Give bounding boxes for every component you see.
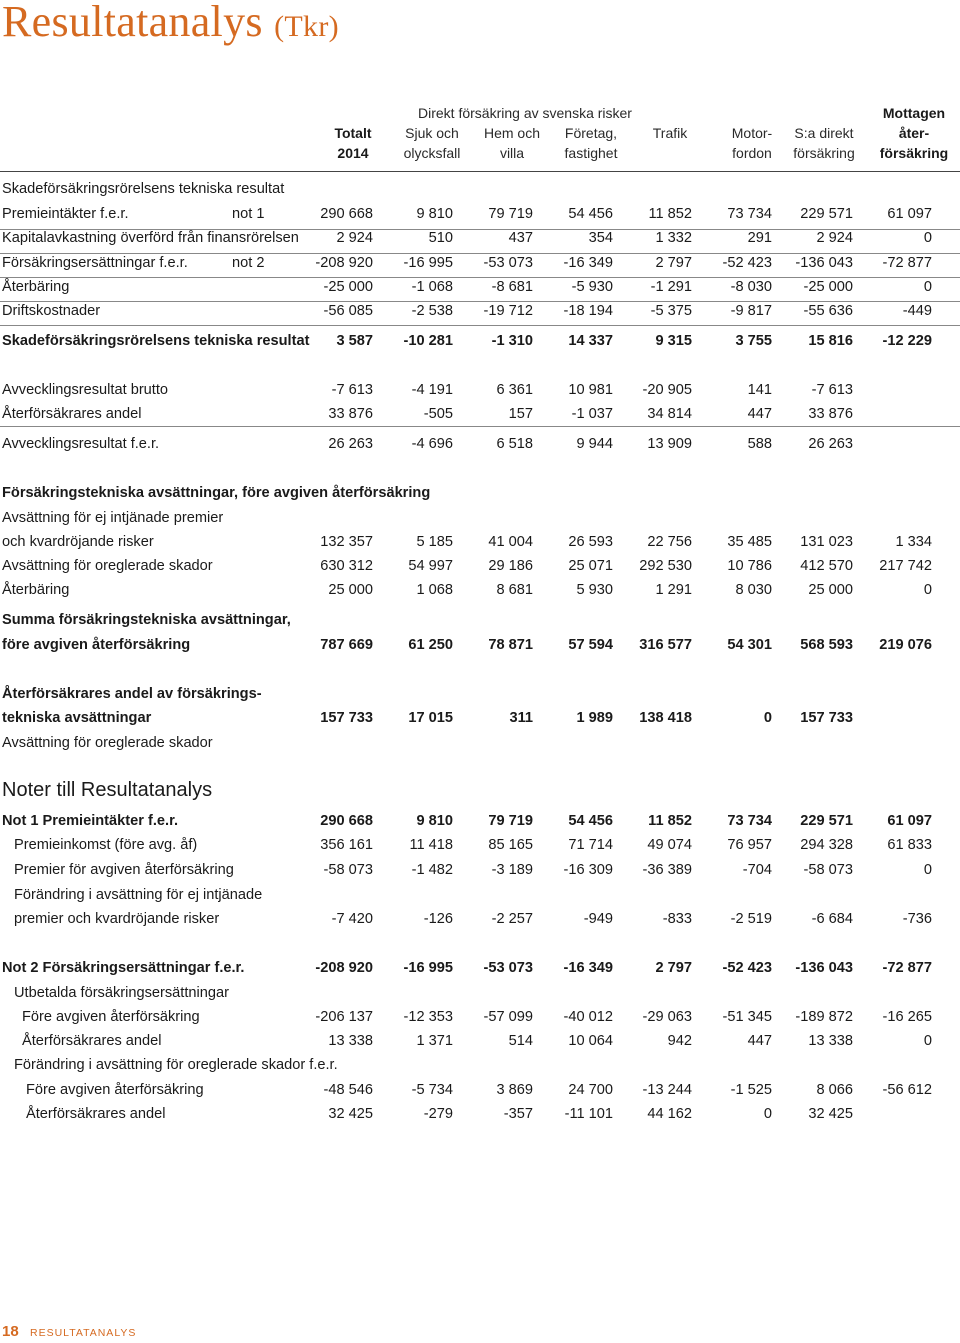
- row-label: Skadeförsäkringsrörelsens tekniska resultat: [2, 333, 310, 349]
- row-label: Återförsäkrares andel av försäkrings-: [2, 686, 262, 702]
- table-cell: 5 930: [576, 582, 613, 598]
- table-cell: -736: [902, 911, 932, 927]
- table-cell: 588: [747, 436, 772, 452]
- table-cell: -206 137: [315, 1009, 373, 1025]
- note-reference: not 1: [232, 206, 265, 222]
- table-cell: -357: [503, 1106, 533, 1122]
- table-cell: 54 997: [408, 558, 453, 574]
- row-label: tekniska avsättningar: [2, 710, 152, 726]
- table-cell: 568 593: [800, 637, 853, 653]
- table-cell: 26 263: [328, 436, 373, 452]
- table-cell: -40 012: [563, 1009, 613, 1025]
- column-header-6-line-2: fordon: [732, 145, 772, 161]
- row-label: Skadeförsäkringsrörelsens tekniska resultat: [2, 181, 285, 197]
- table-cell: 1 068: [416, 582, 453, 598]
- table-cell: 1 332: [655, 230, 692, 246]
- table-cell: 437: [508, 230, 533, 246]
- table-cell: 3 869: [496, 1082, 533, 1098]
- column-header-4-line-1: Företag,: [564, 125, 618, 141]
- table-cell: -505: [423, 406, 453, 422]
- table-cell: 26 593: [568, 534, 613, 550]
- table-cell: -48 546: [323, 1082, 373, 1098]
- table-cell: 15 816: [808, 333, 853, 349]
- column-header-3-line-2: villa: [499, 145, 525, 161]
- table-cell: -53 073: [483, 960, 533, 976]
- table-cell: 73 734: [727, 206, 772, 222]
- column-header-1-line-2: 2014: [337, 145, 369, 161]
- table-cell: 71 714: [568, 837, 613, 853]
- table-cell: -704: [742, 862, 772, 878]
- table-cell: 138 418: [639, 710, 692, 726]
- table-cell: 61 097: [887, 206, 932, 222]
- row-label: Driftskostnader: [2, 303, 101, 319]
- row-label: premier och kvardröjande risker: [14, 911, 220, 927]
- table-cell: 1 291: [655, 582, 692, 598]
- row-label: Avsättning för oreglerade skador: [2, 735, 213, 751]
- table-cell: 787 669: [320, 637, 373, 653]
- table-cell: 78 871: [488, 637, 533, 653]
- table-cell: -5 930: [571, 279, 613, 295]
- table-cell: -9 817: [730, 303, 772, 319]
- table-cell: 11 852: [648, 206, 692, 222]
- table-cell: 2 924: [336, 230, 373, 246]
- table-cell: -1 291: [650, 279, 692, 295]
- row-label: Avvecklingsresultat brutto: [2, 382, 169, 398]
- table-cell: -5 375: [650, 303, 692, 319]
- table-cell: 311: [509, 710, 533, 726]
- table-cell: -5 734: [411, 1082, 453, 1098]
- table-cell: -36 389: [642, 862, 692, 878]
- table-cell: 157 733: [800, 710, 853, 726]
- column-header-4-line-2: fastighet: [564, 145, 618, 161]
- table-cell: 157 733: [320, 710, 373, 726]
- table-cell: 13 338: [808, 1033, 853, 1049]
- table-cell: -6 684: [811, 911, 853, 927]
- row-label: Summa försäkringstekniska avsättningar,: [2, 612, 291, 628]
- table-cell: 35 485: [727, 534, 772, 550]
- table-cell: 13 338: [328, 1033, 373, 1049]
- table-cell: 22 756: [647, 534, 692, 550]
- row-label: Återförsäkrares andel: [22, 1033, 162, 1049]
- table-cell: 5 185: [416, 534, 453, 550]
- table-cell: 3 755: [735, 333, 772, 349]
- table-cell: -136 043: [795, 960, 853, 976]
- notes-heading: Noter till Resultatanalys: [2, 779, 213, 801]
- table-cell: 54 301: [727, 637, 772, 653]
- table-cell: -58 073: [323, 862, 373, 878]
- table-cell: -136 043: [795, 255, 853, 271]
- column-header-2-line-1: Sjuk och: [405, 125, 459, 141]
- table-cell: -10 281: [403, 333, 453, 349]
- table-cell: 141: [747, 382, 772, 398]
- table-cell: -18 194: [563, 303, 613, 319]
- table-cell: -126: [423, 911, 453, 927]
- table-cell: -16 349: [563, 960, 613, 976]
- row-label: Premieintäkter f.e.r.: [2, 206, 129, 222]
- table-cell: 9 315: [655, 333, 692, 349]
- table-cell: -949: [583, 911, 613, 927]
- table-cell: -72 877: [882, 960, 932, 976]
- table-cell: 6 518: [496, 436, 533, 452]
- table-cell: -8 030: [730, 279, 772, 295]
- column-header-5-line-1: Trafik: [652, 125, 688, 141]
- table-cell: -1 310: [491, 333, 533, 349]
- table-cell: 9 810: [416, 813, 453, 829]
- table-cell: -4 191: [411, 382, 453, 398]
- footer-label: RESULTATANALYS: [30, 1327, 137, 1339]
- table-cell: 13 909: [647, 436, 692, 452]
- table-cell: -1 525: [730, 1082, 772, 1098]
- table-cell: 2 797: [655, 960, 692, 976]
- table-cell: -57 099: [483, 1009, 533, 1025]
- table-cell: -25 000: [803, 279, 853, 295]
- table-cell: -16 309: [563, 862, 613, 878]
- table-cell: 61 250: [408, 637, 453, 653]
- table-cell: 8 030: [735, 582, 772, 598]
- table-cell: 57 594: [568, 637, 613, 653]
- table-cell: 49 074: [647, 837, 692, 853]
- table-cell: 32 425: [808, 1106, 853, 1122]
- table-cell: -16 995: [403, 960, 453, 976]
- table-cell: 25 000: [328, 582, 373, 598]
- table-cell: 44 162: [647, 1106, 692, 1122]
- table-cell: 630 312: [320, 558, 373, 574]
- column-header-6-line-1: Motor-: [731, 125, 773, 141]
- table-cell: 6 361: [496, 382, 533, 398]
- table-cell: -29 063: [642, 1009, 692, 1025]
- row-label: och kvardröjande risker: [2, 534, 154, 550]
- table-cell: 0: [923, 230, 932, 246]
- table-cell: 41 004: [488, 534, 533, 550]
- table-cell: -2 257: [491, 911, 533, 927]
- table-cell: 447: [747, 1033, 772, 1049]
- row-label: Före avgiven återförsäkring: [22, 1009, 200, 1025]
- table-cell: 11 418: [409, 837, 453, 853]
- row-label: Avvecklingsresultat f.e.r.: [2, 436, 160, 452]
- row-divider: [0, 171, 960, 172]
- table-cell: 61 097: [887, 813, 932, 829]
- row-label: Försäkringsersättningar f.e.r.: [2, 255, 188, 271]
- table-cell: -58 073: [803, 862, 853, 878]
- table-cell: 33 876: [328, 406, 373, 422]
- row-label: Förändring i avsättning för oreglerade skador f.e.r.: [14, 1057, 338, 1073]
- table-cell: 73 734: [727, 813, 772, 829]
- column-header-1-line-1: Totalt: [334, 125, 372, 141]
- row-label: Försäkringstekniska avsättningar, före avgiven återförsäkring: [2, 485, 431, 501]
- table-cell: 0: [763, 1106, 772, 1122]
- table-cell: -72 877: [882, 255, 932, 271]
- table-cell: -208 920: [315, 960, 373, 976]
- table-cell: -8 681: [491, 279, 533, 295]
- table-cell: 1 334: [895, 534, 932, 550]
- table-cell: 14 337: [568, 333, 613, 349]
- table-cell: 316 577: [639, 637, 692, 653]
- row-label: Återförsäkrares andel: [2, 406, 142, 422]
- table-cell: 1 371: [416, 1033, 453, 1049]
- table-cell: 2 797: [655, 255, 692, 271]
- table-cell: -19 712: [483, 303, 533, 319]
- table-cell: -1 037: [571, 406, 613, 422]
- table-cell: 290 668: [320, 813, 373, 829]
- table-cell: 33 876: [808, 406, 853, 422]
- row-label: Utbetalda försäkringsersättningar: [14, 985, 229, 1001]
- table-cell: 356 161: [320, 837, 373, 853]
- table-cell: 229 571: [800, 206, 853, 222]
- table-cell: -11 101: [564, 1106, 613, 1122]
- table-cell: 3 587: [336, 333, 373, 349]
- row-divider: [0, 426, 960, 427]
- table-cell: 292 530: [639, 558, 692, 574]
- row-label: Premier för avgiven återförsäkring: [14, 862, 234, 878]
- column-header-8-line-2: försäkring: [879, 145, 949, 161]
- table-cell: 0: [923, 1033, 932, 1049]
- table-cell: 354: [588, 230, 613, 246]
- row-label: Avsättning för ej intjänade premier: [2, 510, 224, 526]
- table-cell: 0: [923, 582, 932, 598]
- table-cell: 54 456: [568, 813, 613, 829]
- table-cell: -12 229: [882, 333, 932, 349]
- table-cell: 10 064: [568, 1033, 613, 1049]
- table-cell: 131 023: [800, 534, 853, 550]
- table-cell: -3 189: [491, 862, 533, 878]
- table-cell: 10 786: [727, 558, 772, 574]
- table-cell: 294 328: [800, 837, 853, 853]
- page-number: 18: [2, 1323, 19, 1340]
- table-cell: 10 981: [568, 382, 613, 398]
- table-cell: 2 924: [816, 230, 853, 246]
- table-cell: -13 244: [642, 1082, 692, 1098]
- column-header-3-line-1: Hem och: [483, 125, 541, 141]
- column-header-8-line-0: Mottagen: [882, 105, 946, 121]
- row-label: Återbäring: [2, 279, 70, 295]
- table-cell: -56 085: [323, 303, 373, 319]
- table-cell: 1 989: [576, 710, 613, 726]
- table-cell: 26 263: [808, 436, 853, 452]
- table-cell: -12 353: [403, 1009, 453, 1025]
- row-label: Återbäring: [2, 582, 70, 598]
- table-cell: 8 066: [816, 1082, 853, 1098]
- table-cell: -7 420: [331, 911, 373, 927]
- table-cell: -52 423: [722, 960, 772, 976]
- table-cell: 11 852: [648, 813, 692, 829]
- table-cell: -16 265: [882, 1009, 932, 1025]
- table-cell: 412 570: [800, 558, 853, 574]
- table-cell: -833: [662, 911, 692, 927]
- table-cell: -208 920: [315, 255, 373, 271]
- table-cell: 54 456: [568, 206, 613, 222]
- row-label: Före avgiven återförsäkring: [26, 1082, 204, 1098]
- table-cell: 0: [763, 710, 772, 726]
- table-cell: 9 944: [576, 436, 613, 452]
- table-cell: -56 612: [882, 1082, 932, 1098]
- note-reference: not 2: [232, 255, 265, 271]
- table-cell: -449: [902, 303, 932, 319]
- table-cell: -25 000: [323, 279, 373, 295]
- table-cell: 79 719: [488, 206, 533, 222]
- table-cell: 217 742: [879, 558, 932, 574]
- row-label: Premieinkomst (före avg. åf): [14, 837, 198, 853]
- column-header-7-line-2: försäkring: [793, 145, 855, 161]
- table-cell: 291: [747, 230, 772, 246]
- table-cell: 229 571: [800, 813, 853, 829]
- table-cell: -1 068: [411, 279, 453, 295]
- table-cell: 0: [923, 279, 932, 295]
- table-cell: -51 345: [722, 1009, 772, 1025]
- table-cell: 79 719: [488, 813, 533, 829]
- header-group-label: Direkt försäkring av svenska risker: [418, 105, 632, 121]
- page-title-unit: (Tkr): [274, 10, 339, 43]
- table-cell: -20 905: [642, 382, 692, 398]
- table-cell: -52 423: [722, 255, 772, 271]
- table-cell: 76 957: [727, 837, 772, 853]
- table-cell: 85 165: [488, 837, 533, 853]
- table-cell: 29 186: [488, 558, 533, 574]
- column-header-7-line-1: S:a direkt: [794, 125, 854, 141]
- table-cell: -55 636: [803, 303, 853, 319]
- table-cell: 17 015: [408, 710, 453, 726]
- row-label: före avgiven återförsäkring: [2, 637, 191, 653]
- table-cell: 32 425: [328, 1106, 373, 1122]
- table-cell: 8 681: [496, 582, 533, 598]
- row-label: Not 2 Försäkringsersättningar f.e.r.: [2, 960, 245, 976]
- table-cell: 157: [508, 406, 533, 422]
- table-cell: 219 076: [879, 637, 932, 653]
- table-cell: 9 810: [416, 206, 453, 222]
- table-cell: 510: [428, 230, 453, 246]
- table-cell: -16 349: [563, 255, 613, 271]
- table-cell: 132 357: [320, 534, 373, 550]
- row-label: Not 1 Premieintäkter f.e.r.: [2, 813, 179, 829]
- table-cell: -53 073: [483, 255, 533, 271]
- table-cell: -7 613: [331, 382, 373, 398]
- table-cell: -7 613: [811, 382, 853, 398]
- table-cell: -1 482: [411, 862, 453, 878]
- row-label: Återförsäkrares andel: [26, 1106, 166, 1122]
- column-header-2-line-2: olycksfall: [403, 145, 461, 161]
- table-cell: 290 668: [320, 206, 373, 222]
- table-cell: -16 995: [403, 255, 453, 271]
- table-cell: 0: [923, 862, 932, 878]
- table-cell: 25 000: [808, 582, 853, 598]
- table-cell: 61 833: [887, 837, 932, 853]
- page-title: Resultatanalys (Tkr): [2, 0, 339, 46]
- table-cell: -189 872: [795, 1009, 853, 1025]
- table-cell: 25 071: [568, 558, 613, 574]
- table-cell: 514: [508, 1033, 533, 1049]
- table-cell: 447: [747, 406, 772, 422]
- table-cell: -4 696: [411, 436, 453, 452]
- row-label: Förändring i avsättning för ej intjänade: [14, 887, 263, 903]
- table-cell: -2 519: [730, 911, 772, 927]
- table-cell: 34 814: [647, 406, 692, 422]
- table-cell: -279: [423, 1106, 453, 1122]
- table-cell: -2 538: [411, 303, 453, 319]
- table-cell: 24 700: [568, 1082, 613, 1098]
- row-divider: [0, 325, 960, 326]
- row-label: Avsättning för oreglerade skador: [2, 558, 213, 574]
- column-header-8-line-1: åter-: [898, 125, 930, 141]
- row-label: Kapitalavkastning överförd från finansrörelsen: [2, 230, 299, 246]
- table-cell: 942: [667, 1033, 692, 1049]
